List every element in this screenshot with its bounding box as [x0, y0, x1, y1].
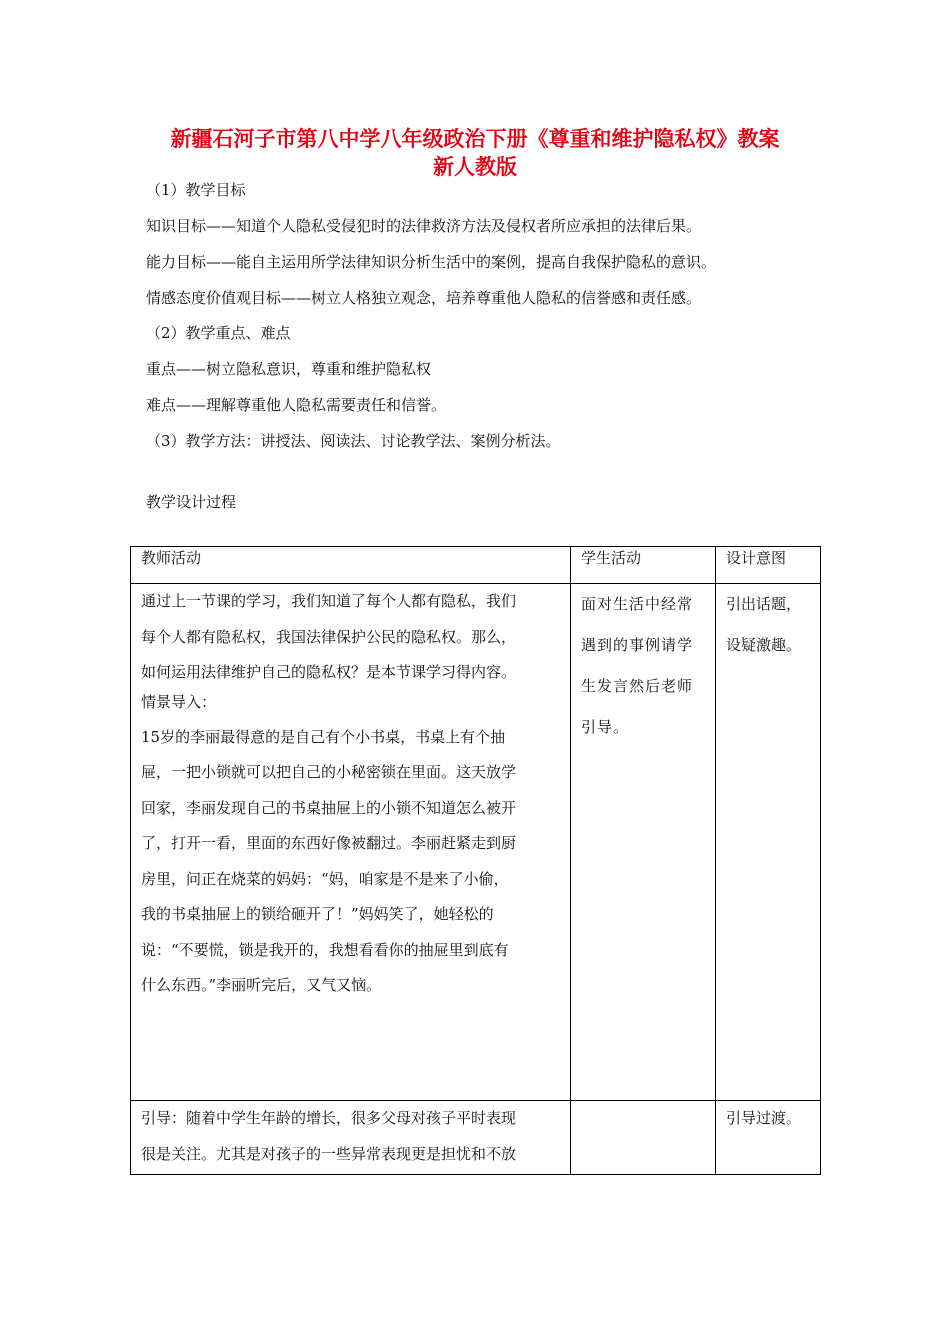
text-line: 情景导入：: [141, 692, 217, 711]
text-line: 屉，一把小锁就可以把自己的小秘密锁在里面。这天放学: [141, 763, 517, 781]
text-line: 我的书桌抽屉上的锁给砸开了！”妈妈笑了，她轻松的: [141, 905, 494, 923]
text-line: 如何运用法律维护自己的隐私权？是本节课学习得内容。: [141, 663, 517, 681]
process-heading: 教学设计过程: [146, 493, 237, 511]
text-line: 生发言然后老师: [581, 677, 694, 695]
table-row: [131, 584, 821, 1101]
document-title-line1: 新疆石河子市第八中学八年级政治下册《尊重和维护隐私权》教案: [170, 127, 780, 151]
teacher-activity-cell: [131, 1101, 571, 1175]
text-line: 说：“不要慌，锁是我开的，我想看看你的抽屉里到底有: [141, 940, 509, 959]
teacher-activity-cell: [131, 584, 571, 1101]
table-row: [131, 1101, 821, 1175]
text-line: 了，打开一看，里面的东西好像被翻过。李丽赶紧走到厨: [141, 834, 517, 852]
difficult-point: 难点——理解尊重他人隐私需要责任和信誉。: [146, 396, 447, 414]
key-point: 重点——树立隐私意识，尊重和维护隐私权: [146, 360, 432, 378]
student-activity-cell: [571, 1101, 716, 1175]
text-line: 回家，李丽发现自己的书桌抽屉上的小锁不知道怎么被开: [141, 798, 517, 817]
text-line: 很是关注。尤其是对孩子的一些异常表现更是担忧和不放: [141, 1144, 517, 1163]
section-teaching-goals: （1）教学目标: [146, 181, 246, 199]
document-title-line2: 新人教版: [433, 155, 517, 179]
header-teacher-activity: 教师活动: [131, 547, 571, 584]
text-line: 什么东西。”李丽听完后，又气又恼。: [141, 976, 382, 994]
lesson-plan-table: [130, 546, 821, 1175]
text-line: 引导。: [581, 718, 630, 736]
text-line: 面对生活中经常: [581, 595, 694, 613]
design-intent-cell: [716, 584, 821, 1101]
header-design-intent: 设计意图: [716, 547, 821, 584]
text-line: 设疑激趣。: [726, 636, 802, 654]
text-line: 每个人都有隐私权，我国法律保护公民的隐私权。那么，: [141, 627, 517, 646]
student-activity-cell: [571, 584, 716, 1101]
text-line: 引导：随着中学生年龄的增长，很多父母对孩子平时表现: [141, 1109, 517, 1127]
text-line: 15岁的李丽最得意的是自己有个小书桌，书桌上有个抽: [141, 727, 506, 746]
table-header-row: [131, 547, 821, 584]
section-teaching-methods: （3）教学方法：讲授法、阅读法、讨论教学法、案例分析法。: [146, 432, 561, 450]
section-key-points: （2）教学重点、难点: [146, 324, 291, 342]
header-student-activity: 学生活动: [571, 547, 716, 584]
goal-knowledge: 知识目标——知道个人隐私受侵犯时的法律救济方法及侵权者所应承担的法律后果。: [146, 217, 702, 235]
text-line: 通过上一节课的学习，我们知道了每个人都有隐私，我们: [141, 592, 517, 610]
text-line: 遇到的事例请学: [581, 636, 694, 654]
text-line: 引导过渡。: [726, 1109, 802, 1127]
goal-attitude: 情感态度价值观目标——树立人格独立观念，培养尊重他人隐私的信誉感和责任感。: [146, 289, 702, 307]
text-line: 房里，问正在烧菜的妈妈：“妈，咱家是不是来了小偷，: [141, 869, 509, 888]
design-intent-cell: [716, 1101, 821, 1175]
text-line: 引出话题，: [726, 595, 802, 613]
goal-ability: 能力目标——能自主运用所学法律知识分析生活中的案例，提高自我保护隐私的意识。: [146, 253, 717, 271]
